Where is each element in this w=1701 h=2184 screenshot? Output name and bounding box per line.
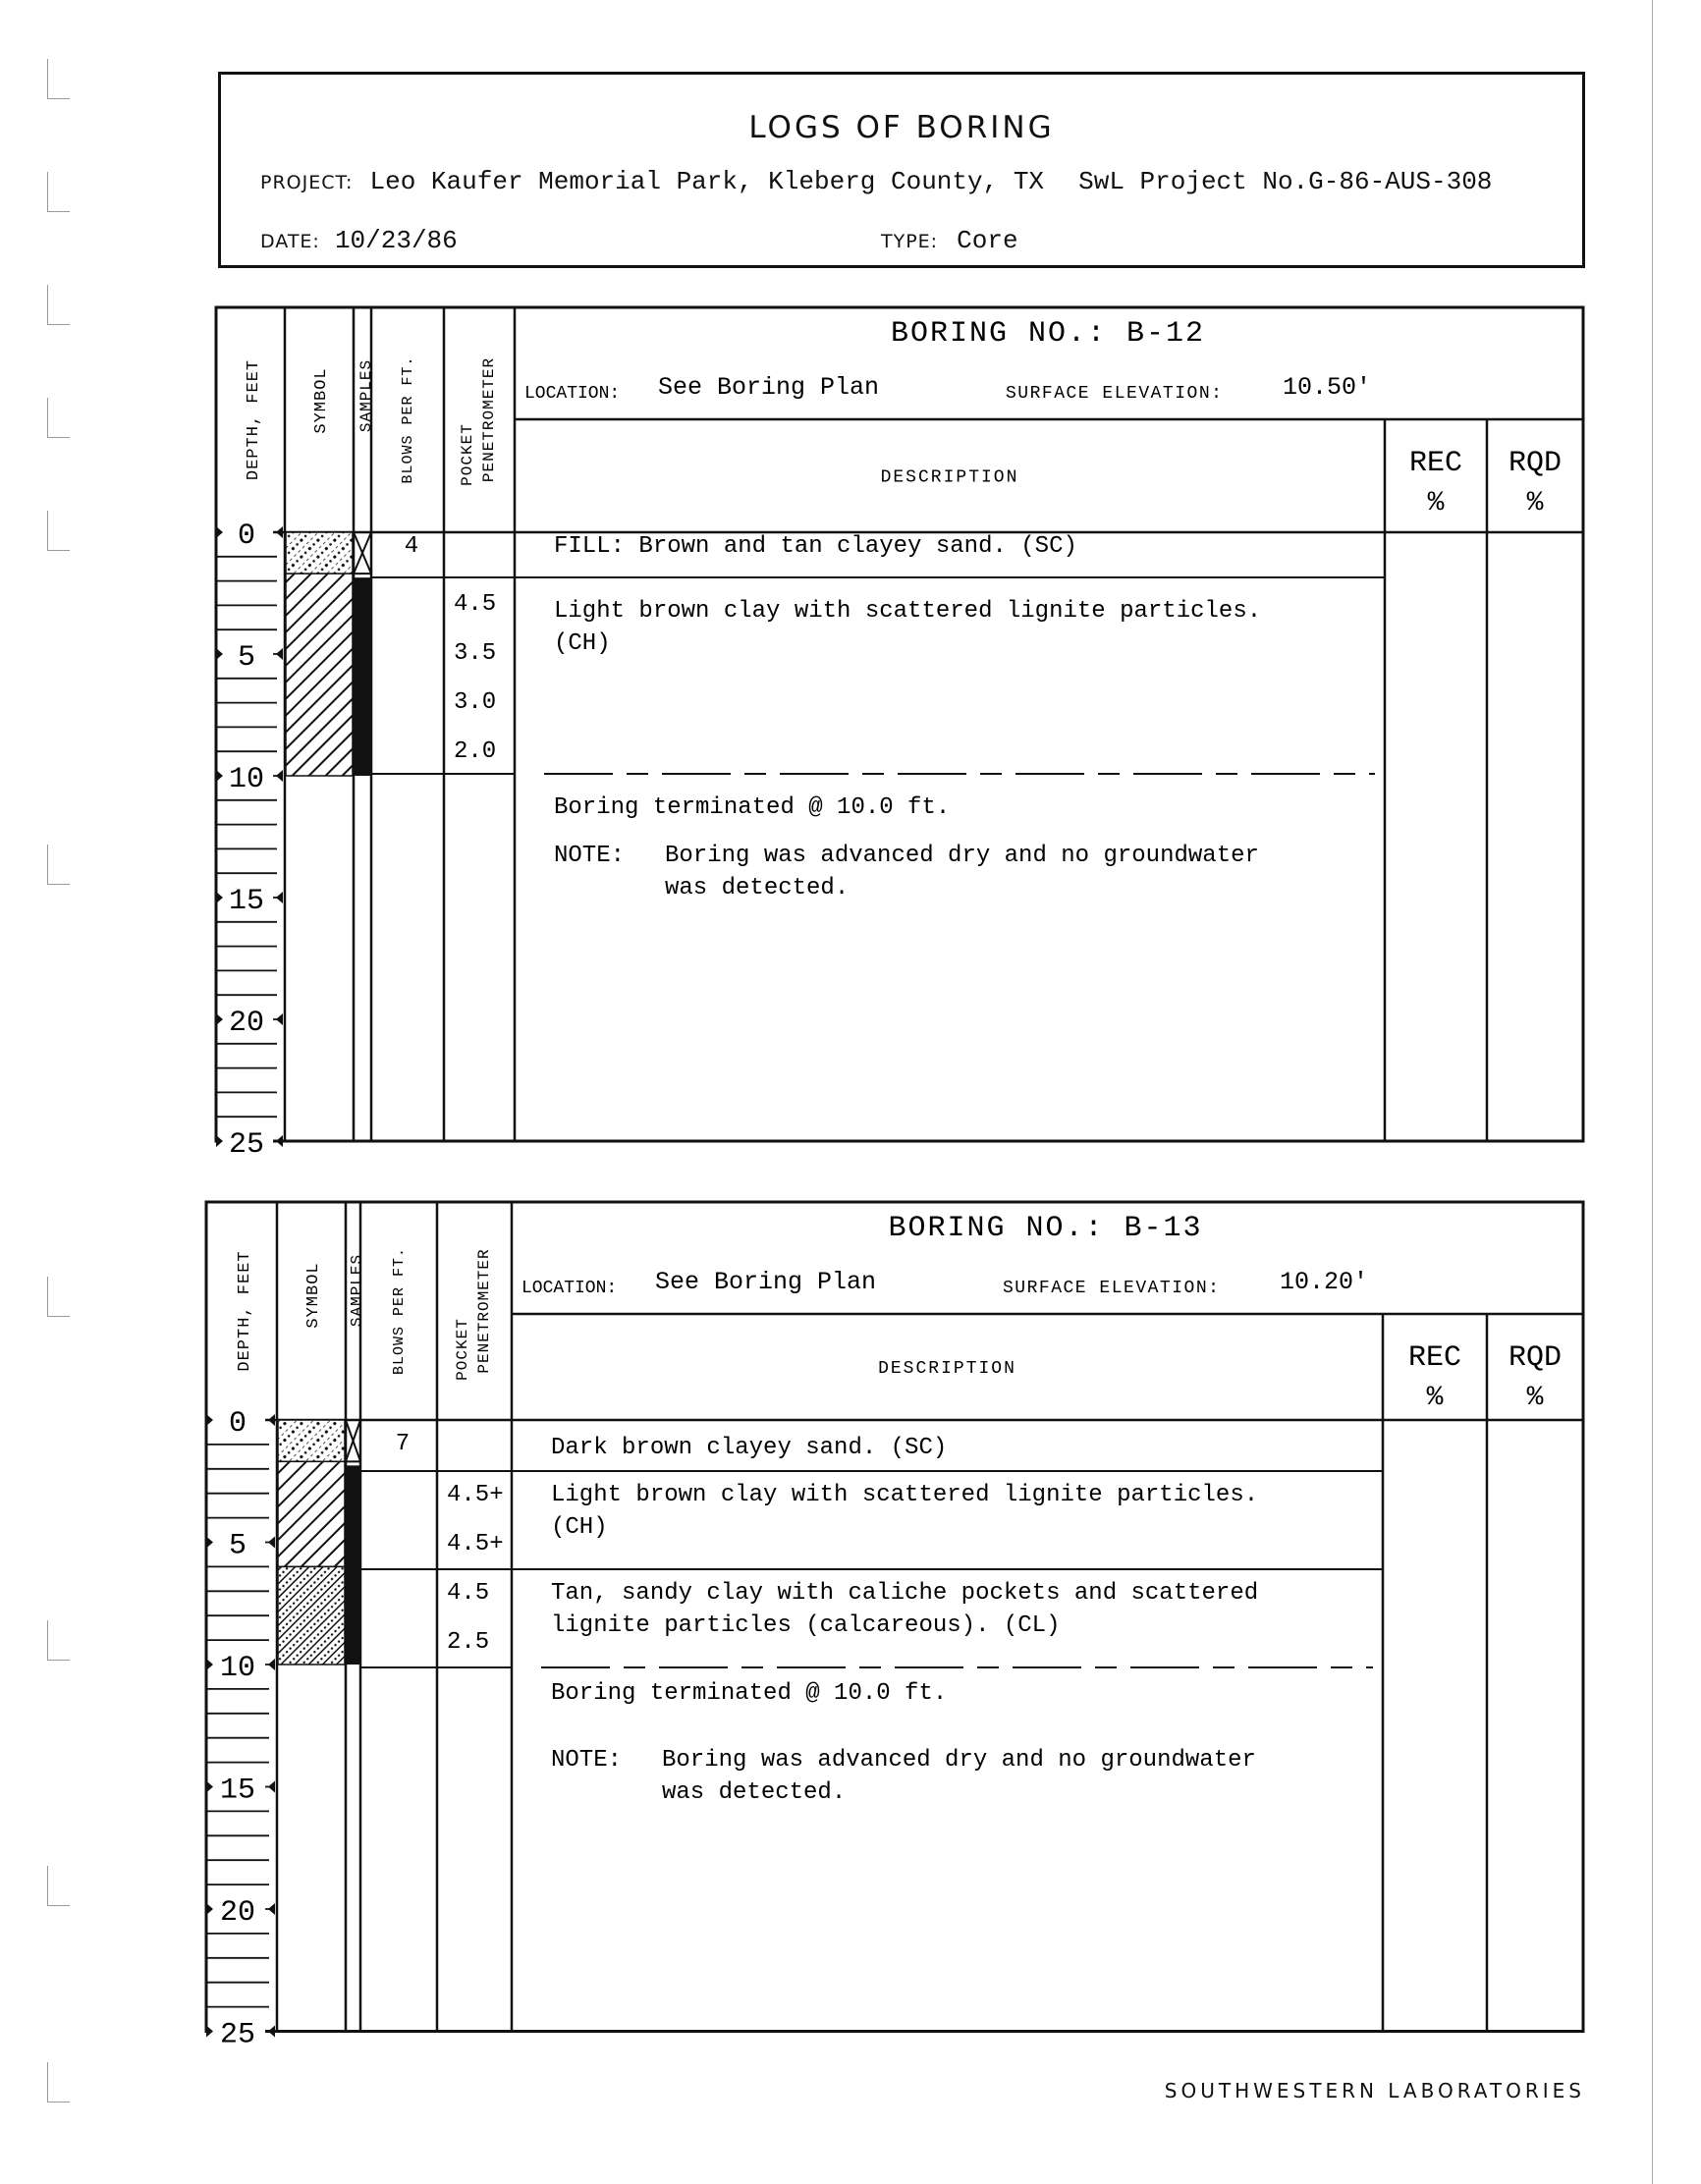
boring-title: BORING NO.: B-12	[890, 317, 1206, 351]
depth-pointer	[268, 1659, 275, 1670]
depth-pointer	[268, 1537, 275, 1549]
date-label: DATE:	[260, 231, 320, 252]
termination-text: Boring terminated @ 10.0 ft.	[551, 1680, 948, 1707]
type-value: Core	[957, 226, 1018, 255]
depth-label: 10	[219, 1652, 256, 1685]
depth-pointer	[276, 1135, 283, 1147]
column-header-penetrometer: PENETROMETER	[480, 356, 498, 483]
pocket-value: 4.5	[454, 591, 497, 618]
depth-label: 25	[228, 1128, 265, 1162]
description-text: Light brown clay with scattered lignite particles.	[551, 1482, 1259, 1508]
column-header-samples: SAMPLES	[348, 1253, 366, 1328]
soil-symbol	[278, 1566, 345, 1665]
column-header-samples: SAMPLES	[357, 358, 375, 433]
depth-pointer	[268, 2026, 275, 2038]
pocket-value: 4.5+	[447, 1482, 504, 1508]
elevation-label: SURFACE ELEVATION:	[1006, 384, 1224, 404]
pocket-value: 3.0	[454, 689, 497, 716]
depth-label: 15	[228, 885, 265, 918]
binder-mark	[47, 398, 70, 438]
depth-label: 5	[228, 1529, 247, 1563]
depth-pointer	[276, 770, 283, 782]
depth-label: 20	[219, 1896, 256, 1930]
pocket-value: 4.5+	[447, 1531, 504, 1557]
depth-pointer	[276, 526, 283, 538]
pocket-value: 3.5	[454, 640, 497, 667]
rec-percent: %	[1427, 488, 1445, 519]
column-header-symbol: SYMBOL	[312, 367, 331, 434]
swl-label: SwL Project No.	[1078, 167, 1309, 196]
binder-mark	[47, 1277, 70, 1317]
location-label: LOCATION:	[521, 1279, 618, 1298]
rqd-percent: %	[1526, 488, 1544, 519]
pocket-value: 2.5	[447, 1629, 490, 1656]
description-text: (CH)	[554, 630, 611, 657]
description-header: DESCRIPTION	[878, 1359, 1016, 1379]
depth-label: 20	[228, 1007, 265, 1040]
elevation-label: SURFACE ELEVATION:	[1003, 1279, 1221, 1298]
log-frame	[216, 307, 1583, 1141]
description-text: Light brown clay with scattered lignite particles.	[554, 598, 1262, 625]
rec-header: REC	[1408, 447, 1463, 480]
boring-title: BORING NO.: B-13	[888, 1212, 1203, 1245]
description-header: DESCRIPTION	[880, 467, 1019, 488]
description-text: lignite particles (calcareous). (CL)	[551, 1612, 1061, 1639]
depth-pointer	[268, 1414, 275, 1426]
binder-mark	[47, 285, 70, 325]
page-title: LOGS OF BORING	[748, 110, 1055, 145]
depth-pointer	[268, 1903, 275, 1915]
soil-symbol	[286, 573, 353, 776]
binder-mark	[47, 511, 70, 551]
binder-mark	[47, 1620, 70, 1661]
depth-pointer	[276, 892, 283, 903]
project-value: Leo Kaufer Memorial Park, Kleberg County, TX	[369, 167, 1045, 196]
column-header-symbol: SYMBOL	[304, 1262, 323, 1329]
project-label: PROJECT:	[260, 172, 354, 193]
blows-value: 4	[404, 533, 419, 560]
column-header-blows: BLOWS PER FT.	[391, 1246, 408, 1376]
description-text: FILL: Brown and tan clayey sand. (SC)	[554, 533, 1077, 560]
elevation-value: 10.50'	[1283, 373, 1372, 402]
type-label: TYPE:	[881, 231, 939, 252]
boring-log-b13	[206, 1202, 1583, 2052]
description-text: Tan, sandy clay with caliche pockets and scattered	[551, 1580, 1259, 1607]
rec-header: REC	[1407, 1341, 1462, 1375]
elevation-value: 10.20'	[1280, 1268, 1369, 1296]
binder-mark	[47, 2062, 70, 2102]
rec-percent: %	[1426, 1383, 1444, 1413]
note-text: Boring was advanced dry and no groundwater	[662, 1747, 1256, 1774]
depth-label: 0	[228, 1407, 247, 1441]
soil-symbol	[278, 1461, 345, 1566]
binder-mark	[47, 1866, 70, 1906]
note-text: was detected.	[662, 1779, 847, 1806]
column-header-depth: DEPTH, FEET	[236, 1250, 254, 1372]
depth-label: 10	[228, 763, 265, 796]
binder-mark	[47, 845, 70, 885]
binder-mark	[47, 172, 70, 212]
column-header-penetrometer: PENETROMETER	[475, 1248, 493, 1374]
column-header-blows: BLOWS PER FT.	[400, 355, 416, 484]
date-value: 10/23/86	[334, 226, 458, 255]
pocket-value: 2.0	[454, 738, 497, 765]
sample-core	[354, 577, 371, 776]
depth-pointer	[276, 1013, 283, 1025]
column-header-pocket: POCKET	[454, 1318, 471, 1381]
depth-label: 0	[237, 519, 256, 553]
depth-label: 5	[237, 641, 256, 675]
soil-symbol	[278, 1420, 345, 1461]
binder-mark	[47, 59, 70, 99]
termination-text: Boring terminated @ 10.0 ft.	[554, 794, 951, 821]
description-text: (CH)	[551, 1514, 608, 1541]
location-value: See Boring Plan	[658, 373, 880, 402]
rqd-percent: %	[1526, 1383, 1544, 1413]
rqd-header: RQD	[1508, 447, 1563, 480]
note-label: NOTE:	[554, 843, 626, 869]
location-value: See Boring Plan	[655, 1268, 877, 1296]
description-text: Dark brown clayey sand. (SC)	[551, 1435, 948, 1461]
rqd-header: RQD	[1508, 1341, 1563, 1375]
boring-log-b12	[216, 307, 1583, 1162]
depth-pointer	[276, 648, 283, 660]
depth-label: 15	[219, 1774, 256, 1808]
note-text: Boring was advanced dry and no groundwater	[665, 843, 1259, 869]
column-header-depth: DEPTH, FEET	[245, 358, 263, 481]
depth-pointer	[268, 1781, 275, 1793]
soil-symbol	[286, 532, 353, 573]
note-label: NOTE:	[551, 1747, 623, 1774]
swl-value: G-86-AUS-308	[1308, 167, 1493, 196]
pocket-value: 4.5	[447, 1580, 490, 1607]
column-header-pocket: POCKET	[459, 423, 476, 486]
note-text: was detected.	[665, 875, 850, 901]
depth-label: 25	[219, 2018, 256, 2052]
page-edge	[1652, 0, 1653, 2184]
footer-company: SOUTHWESTERN LABORATORIES	[1164, 2079, 1585, 2102]
blows-value: 7	[395, 1431, 411, 1457]
sample-core	[346, 1465, 360, 1665]
location-label: LOCATION:	[524, 384, 621, 404]
